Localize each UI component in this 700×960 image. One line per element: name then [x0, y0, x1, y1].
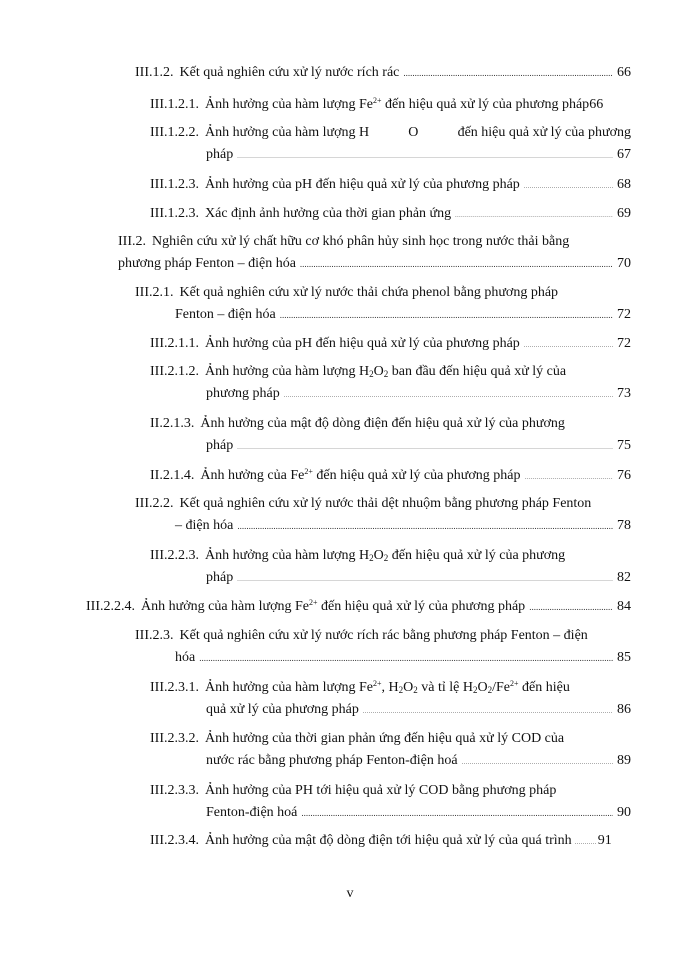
toc-page: 72	[617, 336, 631, 351]
dot-leader	[575, 832, 597, 854]
toc-number: III.2.1.1.	[150, 336, 199, 351]
toc-number: III.1.2.3.	[150, 206, 199, 221]
dot-leader	[524, 176, 613, 198]
toc-number: III.2.3.2.	[150, 731, 199, 746]
toc-page: 84	[617, 599, 631, 614]
toc-title-continued: – điện hóa	[175, 518, 234, 533]
dot-leader	[284, 385, 613, 407]
toc-title: Ảnh hưởng của pH đến hiệu quả xử lý của phương pháp	[205, 336, 520, 351]
toc-title: Ảnh hưởng của pH đến hiệu quả xử lý của phương pháp	[205, 177, 520, 192]
toc-entry[interactable]	[135, 625, 631, 669]
dot-leader	[403, 62, 613, 84]
toc-title-continued: Fenton – điện hóa	[175, 307, 276, 322]
toc-page: 70	[617, 256, 631, 271]
toc-page: 89	[617, 753, 631, 768]
toc-page: 67	[617, 147, 631, 162]
dot-leader	[199, 647, 613, 669]
toc-entry[interactable]	[150, 413, 631, 459]
dot-leader	[301, 802, 613, 824]
toc-entry[interactable]	[150, 677, 631, 723]
toc-title: Kết quả nghiên cứu xử lý nước thải dệt nhuộm bằng phương pháp Fenton	[179, 496, 592, 511]
toc-page: 68	[617, 177, 631, 192]
toc-entry[interactable]	[150, 780, 631, 824]
toc-page: 66	[589, 97, 604, 112]
toc-number: III.1.2.1.	[150, 97, 199, 112]
toc-title: Kết quả nghiên cứu xử lý nước thải chứa phenol bằng phương pháp	[179, 285, 559, 300]
toc-entry[interactable]	[118, 231, 631, 275]
toc-entry[interactable]	[150, 94, 644, 116]
dot-leader	[363, 701, 613, 723]
toc-page: 73	[617, 386, 631, 401]
dot-leader	[300, 253, 613, 275]
toc-entry[interactable]	[150, 728, 631, 774]
toc-title: Ảnh hưởng của $Fe^{2+}$ đến hiệu quả xử lý của phương pháp	[200, 467, 521, 483]
toc-number: III.2.2.3.	[150, 548, 199, 563]
toc-page: 66	[617, 65, 631, 80]
toc-entry[interactable]	[135, 493, 631, 537]
toc-number: III.2.	[118, 234, 146, 249]
toc-number: III.2.2.	[135, 496, 174, 511]
toc-entry[interactable]	[150, 830, 634, 854]
toc-page: 86	[617, 702, 631, 717]
toc-title: Ảnh hưởng của hàm lượng $H_2O_2$ đến hiệu quả xử lý của phương	[205, 548, 566, 563]
toc-number: III.2.3.4.	[150, 833, 199, 848]
toc-title-continued: Fenton-điện hoá	[206, 805, 298, 820]
toc-number: III.1.2.3.	[150, 177, 199, 192]
toc-page: 85	[617, 650, 631, 665]
toc-number: III.2.1.	[135, 285, 174, 300]
toc-title-continued: quả xử lý của phương pháp	[206, 702, 359, 717]
toc-number: III.1.2.2.	[150, 125, 199, 140]
toc-number: III.2.2.4.	[86, 599, 135, 614]
toc-title-continued: pháp	[206, 438, 234, 453]
toc-title: Ảnh hưởng của mật độ dòng điện tới hiệu quả xử lý của quá trình	[205, 833, 572, 848]
toc-entry[interactable]	[150, 333, 631, 357]
toc-entry[interactable]	[86, 596, 631, 618]
toc-title-continued: phương pháp	[206, 386, 280, 401]
toc-title: Kết quả nghiên cứu xử lý nước rích rác bằng phương pháp Fenton – điện	[179, 628, 588, 643]
toc-title: Ảnh hưởng của hàm lượng $Fe^{2+}$ đến hiệu quả xử lý của phương pháp	[205, 96, 590, 112]
toc-number: III.2.3.	[135, 628, 174, 643]
toc-number: II.2.1.4.	[150, 468, 195, 483]
dot-leader	[237, 146, 613, 168]
toc-entry[interactable]	[135, 62, 631, 84]
dot-leader	[237, 437, 613, 459]
toc-number: III.2.3.3.	[150, 783, 199, 798]
toc-page: 72	[617, 307, 631, 322]
toc-title-continued: hóa	[175, 650, 196, 665]
toc-title: Ảnh hưởng của mật độ dòng điện đến hiệu quả xử lý của phương	[200, 416, 565, 431]
toc-title-continued: pháp	[206, 147, 234, 162]
toc-number: III.2.1.2.	[150, 364, 199, 379]
toc-title-continued: pháp	[206, 570, 234, 585]
toc-page: 69	[617, 206, 631, 221]
toc-title: Kết quả nghiên cứu xử lý nước rích rác	[179, 65, 400, 80]
toc-page: 90	[617, 805, 631, 820]
dot-leader	[237, 569, 613, 591]
toc-number: III.1.2.	[135, 65, 174, 80]
toc-title-continued: nước rác bằng phương pháp Fenton-điện hoá	[206, 753, 458, 768]
toc-title: Xác định ảnh hưởng của thời gian phản ứng	[205, 206, 452, 221]
toc-title: Ảnh hưởng của hàm lượng H O đến hiệu quả xử lý của phương	[205, 125, 631, 140]
toc-entry[interactable]	[150, 174, 631, 198]
dot-leader	[237, 515, 613, 537]
toc-title: Ảnh hưởng của hàm lượng $Fe^{2+}$ đến hiệu quả xử lý của phương pháp	[141, 598, 526, 614]
toc-title: Ảnh hưởng của hàm lượng $H_2O_2$ ban đầu đến hiệu quả xử lý của	[205, 364, 567, 379]
dot-leader	[529, 596, 613, 618]
toc-entry[interactable]	[135, 282, 631, 326]
toc-number: II.2.1.3.	[150, 416, 195, 431]
toc-title: Ảnh hưởng của thời gian phản ứng đến hiệu quả xử lý COD của	[205, 731, 565, 746]
dot-leader	[525, 467, 613, 489]
toc-title: Ảnh hưởng của PH tới hiệu quả xử lý COD bằng phương pháp	[205, 783, 557, 798]
toc-page: 78	[617, 518, 631, 533]
page-number-footer: v	[346, 886, 354, 901]
toc-title: Ảnh hưởng của hàm lượng $Fe^{2+}$, $H_2O_2$ và tỉ lệ $H_2O_2/Fe^{2+}$ đến hiệu	[205, 679, 570, 695]
toc-entry[interactable]	[150, 203, 631, 227]
dot-leader	[524, 335, 613, 357]
toc-number: III.2.3.1.	[150, 680, 199, 695]
dot-leader	[462, 752, 613, 774]
dot-leader	[455, 205, 613, 227]
toc-page: 75	[617, 438, 631, 453]
toc-entry[interactable]	[150, 122, 631, 168]
toc-entry[interactable]	[150, 465, 631, 489]
toc-title-continued: phương pháp Fenton – điện hóa	[118, 256, 296, 271]
toc-title: Nghiên cứu xử lý chất hữu cơ khó phân hủy sinh học trong nước thải bằng	[152, 234, 570, 249]
toc-entry[interactable]	[150, 361, 631, 407]
toc-page: 91	[597, 833, 612, 848]
toc-page: 76	[617, 468, 631, 483]
toc-entry[interactable]	[150, 545, 631, 591]
dot-leader	[280, 304, 613, 326]
toc-page: 82	[617, 570, 631, 585]
